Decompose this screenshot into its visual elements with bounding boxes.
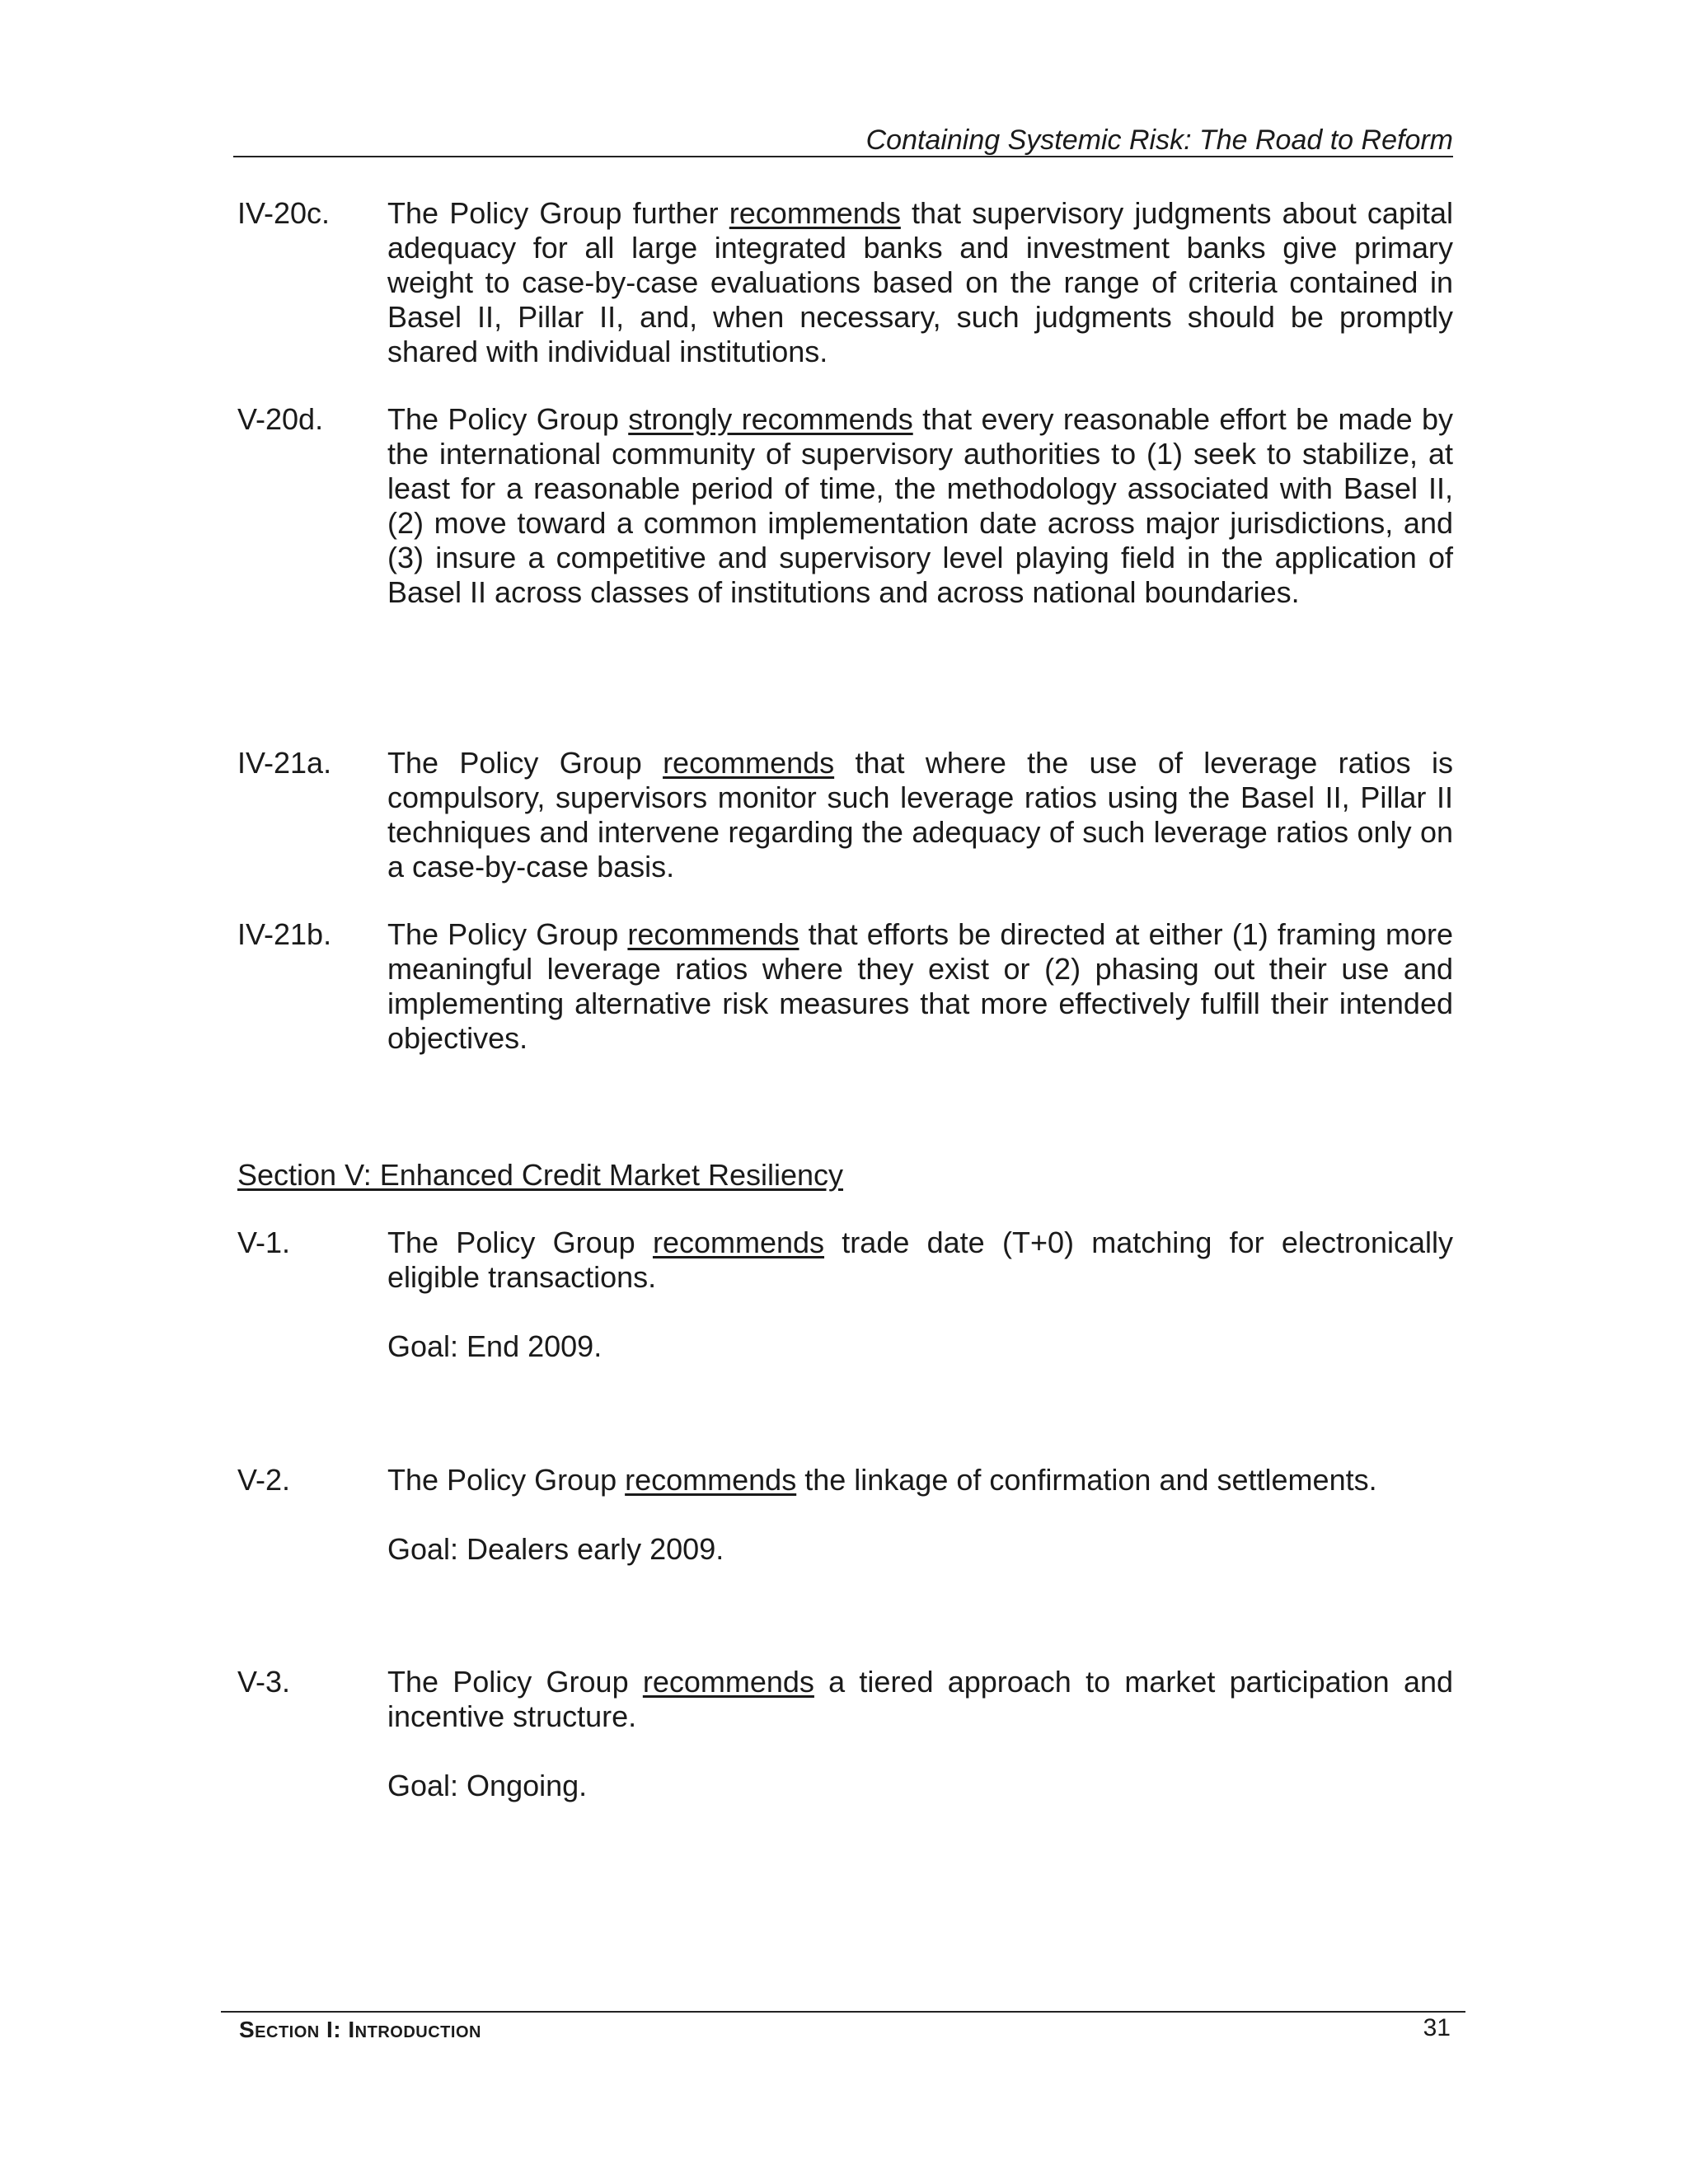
goal-text: Goal: End 2009. (387, 1329, 603, 1363)
text-rest: that supervisory judgments about capital adequacy for all large integrated banks and investment banks give primary weight to case-by-case evaluations based on the range of criteria contained in Basel II, Pillar II, and, when necessary, such judgments should be promptly shared with individual institutions. (387, 196, 1453, 368)
text-lead: The Policy Group further (387, 196, 729, 230)
running-header: Containing Systemic Risk: The Road to Reform (865, 124, 1453, 156)
emphasis-term: recommends (652, 1226, 825, 1259)
recommendation-iv-21a (237, 746, 1453, 884)
text-lead: The Policy Group (387, 1463, 626, 1497)
footer-section-label: Section I: Introduction (239, 2017, 481, 2042)
recommendation-text (387, 196, 1453, 369)
text-lead: The Policy Group (387, 1665, 643, 1699)
emphasis-term: strongly recommends (628, 402, 913, 436)
text-rest: trade date (T+0) matching for electronically eligible transactions. (387, 1226, 1453, 1294)
recommendation-number: V-1. (237, 1226, 291, 1259)
header-rule (233, 156, 1453, 157)
recommendation-text (387, 402, 1453, 610)
text-rest: a tiered approach to market participation and incentive structure. (387, 1665, 1454, 1733)
text-rest: the linkage of confirmation and settlements. (796, 1463, 1377, 1497)
footer-rule (221, 2011, 1465, 2013)
recommendation-text (387, 1665, 1453, 1734)
recommendation-number: IV-21a. (237, 746, 332, 780)
recommendation-number: V-2. (237, 1463, 291, 1497)
recommendation-number: IV-20c. (237, 196, 331, 230)
text-rest: that every reasonable effort be made by the international community of supervisory authorities to (1) seek to stabilize, at least for a reasonable period of time, the methodology associated with Basel II, (2) move toward a common implementation date across major jurisdictions, and (3) insure a competitive and supervisory level playing field in the application of Basel II across classes of institutions and across national boundaries. (387, 402, 1453, 609)
text-lead: The Policy Group (387, 917, 628, 951)
text-rest: that where the use of leverage ratios is compulsory, supervisors monitor such leverage ratios using the Basel II, Pillar II techniques and intervene regarding the adequacy of such leverage ratios only on a case-by-case basis. (387, 746, 1453, 883)
recommendation-number: V-3. (237, 1665, 291, 1699)
text-lead: The Policy Group (387, 1226, 653, 1259)
text-lead: The Policy Group (387, 402, 629, 436)
section-heading: Section V: Enhanced Credit Market Resiliency (237, 1158, 844, 1192)
emphasis-term: recommends (625, 1463, 797, 1497)
emphasis-term: recommends (729, 196, 901, 230)
text-rest: that efforts be directed at either (1) framing more meaningful leverage ratios where they exist or (2) phasing out their use and implementing alternative risk measures that more effectively fulfill their intended objectives. (387, 917, 1454, 1055)
recommendation-text (387, 1463, 1453, 1497)
recommendation-iv-21b (237, 917, 1453, 1056)
page-number: 31 (1423, 2014, 1451, 2041)
recommendation-v-20d (237, 402, 1453, 610)
emphasis-term: recommends (627, 917, 799, 951)
recommendation-iv-20c (237, 196, 1453, 369)
emphasis-term: recommends (642, 1665, 814, 1699)
recommendation-text (387, 1226, 1453, 1295)
recommendation-number: IV-21b. (237, 917, 332, 951)
goal-text: Goal: Ongoing. (387, 1769, 588, 1802)
recommendation-v-2 (237, 1463, 1453, 1567)
emphasis-term: recommends (663, 746, 835, 780)
recommendation-text (387, 746, 1453, 884)
recommendation-v-3 (237, 1665, 1453, 1803)
recommendation-number: V-20d. (237, 402, 324, 436)
text-lead: The Policy Group (387, 746, 663, 780)
recommendation-text (387, 917, 1453, 1056)
goal-text: Goal: Dealers early 2009. (387, 1532, 724, 1566)
recommendation-v-1 (237, 1226, 1453, 1364)
